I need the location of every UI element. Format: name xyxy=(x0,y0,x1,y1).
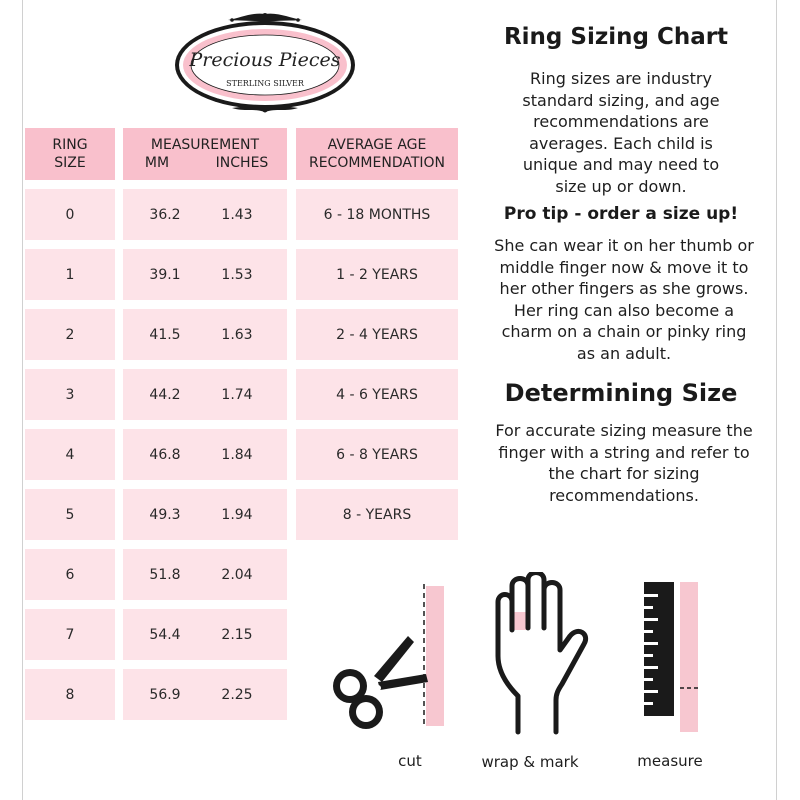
intro-line: size up or down. xyxy=(555,176,687,196)
table-row-size: 3 xyxy=(25,369,115,420)
caption-wrap-mark: wrap & mark xyxy=(481,753,579,771)
intro-line: averages. Each child is xyxy=(529,133,713,153)
cell-mm: 44.2 xyxy=(149,386,181,403)
determine-line: For accurate sizing measure the xyxy=(495,421,753,440)
logo-brand-text: Precious Pieces xyxy=(189,49,341,71)
pink-strip xyxy=(680,582,698,732)
cell-inches: 2.15 xyxy=(221,626,253,643)
cell-mm: 54.4 xyxy=(149,626,181,643)
logo-subtitle-text: STERLING SILVER xyxy=(226,79,304,88)
table-row-measure xyxy=(123,489,287,540)
table-row-measure xyxy=(123,609,287,660)
tip-line: charm on a chain or pinky ring xyxy=(501,322,747,341)
cell-mm: 49.3 xyxy=(149,506,181,523)
table-row-size: 7 xyxy=(25,609,115,660)
hand-step-illustration xyxy=(488,572,594,742)
header-ring-line2: SIZE xyxy=(54,155,86,171)
header-measurement-label: MEASUREMENT xyxy=(150,137,260,153)
scissors-icon xyxy=(333,636,428,729)
table-row-measure xyxy=(123,429,287,480)
header-age-line2: RECOMMENDATION xyxy=(308,155,446,171)
header-ring-size xyxy=(25,128,115,180)
cell-inches: 1.94 xyxy=(221,506,253,523)
table-row-age: 2 - 4 YEARS xyxy=(296,309,458,360)
table-row-measure xyxy=(123,669,287,720)
header-measurement xyxy=(123,128,287,180)
caption-cut: cut xyxy=(398,752,422,770)
intro-line: unique and may need to xyxy=(522,155,720,174)
intro-line: recommendations are xyxy=(533,112,709,131)
determine-line: finger with a string and refer to xyxy=(498,442,750,462)
determine-line: the chart for sizing xyxy=(548,464,700,483)
table-row-measure xyxy=(123,189,287,240)
table-row-measure xyxy=(123,369,287,420)
table-row-age: 4 - 6 YEARS xyxy=(296,369,458,420)
pro-tip-heading: Pro tip - order a size up! xyxy=(503,204,739,224)
header-ring-line1: RING xyxy=(52,137,88,153)
table-row-measure xyxy=(123,249,287,300)
cell-inches: 2.25 xyxy=(221,686,253,703)
table-row-size: 4 xyxy=(25,429,115,480)
page-edge-left xyxy=(22,0,23,800)
table-row-size: 0 xyxy=(25,189,115,240)
cell-inches: 1.43 xyxy=(221,206,253,223)
cell-inches: 1.84 xyxy=(221,446,253,463)
table-row-size: 2 xyxy=(25,309,115,360)
table-row-age: 6 - 18 MONTHS xyxy=(296,189,458,240)
brand-logo xyxy=(172,8,358,118)
header-average-age xyxy=(296,128,458,180)
intro-line: standard sizing, and age xyxy=(522,90,720,110)
cell-mm: 56.9 xyxy=(149,686,181,703)
intro-line: Ring sizes are industry xyxy=(530,69,712,88)
cell-mm: 41.5 xyxy=(149,326,181,343)
intro-paragraph xyxy=(476,68,766,197)
tip-line: her other fingers as she grows. xyxy=(499,279,749,298)
cell-inches: 1.74 xyxy=(221,386,253,403)
cell-inches: 1.53 xyxy=(221,266,253,283)
cell-inches: 2.04 xyxy=(221,566,253,583)
cell-mm: 51.8 xyxy=(149,566,181,583)
scissors-step-illustration xyxy=(322,578,452,738)
determine-line: recommendations. xyxy=(549,485,699,505)
cell-mm: 39.1 xyxy=(149,266,181,283)
ruler-step-illustration xyxy=(636,578,716,738)
caption-measure: measure xyxy=(637,752,703,770)
cell-inches: 1.63 xyxy=(221,326,253,343)
tip-line: Her ring can also become a xyxy=(513,300,735,320)
determining-paragraph xyxy=(476,420,772,506)
ruler-icon xyxy=(644,582,674,716)
table-row-age: 1 - 2 YEARS xyxy=(296,249,458,300)
tip-line: as an adult. xyxy=(576,343,672,363)
pink-strip xyxy=(426,586,444,726)
cell-mm: 46.8 xyxy=(149,446,181,463)
pro-tip-paragraph xyxy=(476,235,772,364)
header-mm: MM xyxy=(144,155,170,171)
chart-title: Ring Sizing Chart xyxy=(503,24,729,50)
determining-size-heading: Determining Size xyxy=(504,379,738,407)
table-row-age: 8 - YEARS xyxy=(296,489,458,540)
table-row-size: 5 xyxy=(25,489,115,540)
table-row-size: 6 xyxy=(25,549,115,600)
cell-mm: 36.2 xyxy=(149,206,181,223)
tip-line: middle finger now & move it to xyxy=(499,257,749,277)
tip-line: She can wear it on her thumb or xyxy=(494,236,754,255)
table-row-measure xyxy=(123,549,287,600)
header-age-line1: AVERAGE AGE xyxy=(327,137,427,153)
table-row-age: 6 - 8 YEARS xyxy=(296,429,458,480)
page-edge-right xyxy=(776,0,777,800)
hand-icon xyxy=(488,572,594,742)
table-row-size: 8 xyxy=(25,669,115,720)
table-row-size: 1 xyxy=(25,249,115,300)
table-row-measure xyxy=(123,309,287,360)
header-inches: INCHES xyxy=(215,155,269,171)
